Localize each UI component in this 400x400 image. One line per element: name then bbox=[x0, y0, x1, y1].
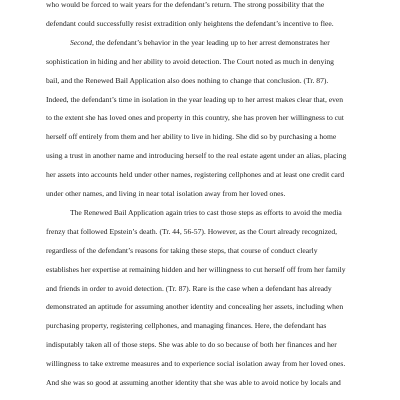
text-line-4: sophistication in hiding and her ability to avoid detection. The Court noted as much in denying bbox=[46, 56, 334, 66]
text-line-20: willingness to take extreme measures and to experience social isolation away from her loved ones. bbox=[46, 359, 346, 369]
text-line-18: purchasing property, registering cellphones, and managing finances. Here, the defendant has bbox=[46, 321, 327, 331]
text-line-6: Indeed, the defendant’s time in isolation in the year leading up to her arrest makes clear that, even bbox=[46, 94, 344, 104]
text-line-17: demonstrated an aptitude for assuming another identity and concealing her assets, including when bbox=[46, 302, 344, 312]
text-line-2: defendant could successfully resist extradition only heightens the defendant’s incentive to flee. bbox=[46, 18, 334, 28]
text-line-11: under other names, and living in near total isolation away from her loved ones. bbox=[46, 189, 286, 198]
text-line-12: The Renewed Bail Application again tries to cast those steps as efforts to avoid the media bbox=[70, 207, 342, 217]
paragraph-lead-second: Second bbox=[70, 37, 92, 47]
text-line-13: frenzy that followed Epstein’s death. (Tr. 44, 56-57). However, as the Court already recognized, bbox=[46, 226, 338, 236]
text-line-9: using a trust in another name and introducing herself to the real estate agent under an alias, placing bbox=[46, 151, 347, 161]
text-line-21: And she was so good at assuming another identity that she was able to avoid notice by locals and bbox=[46, 378, 341, 387]
text-line-19: indisputably taken all of those steps. She was able to do so because of both her finances and her bbox=[46, 340, 337, 350]
text-line-14: regardless of the defendant’s reasons for taking these steps, that course of conduct clearly bbox=[46, 245, 318, 255]
text-line-1: who would be forced to wait years for the defendant’s return. The strong possibility that the bbox=[46, 0, 325, 9]
text-line-16: and friends in order to avoid detection. (Tr. 87). Rare is the case when a defendant has already bbox=[46, 283, 332, 293]
text-line-8: herself off entirely from them and her ability to live in hiding. She did so by purchasing a home bbox=[46, 132, 337, 142]
text-line-15: establishes her expertise at remaining hidden and her willingness to cut herself off from her family bbox=[46, 264, 346, 274]
text-line-5: bail, and the Renewed Bail Application also does nothing to change that conclusion. (Tr. 87). bbox=[46, 75, 329, 85]
text-line-7: to the extent she has loved ones and property in this country, she has proven her willingness to cut bbox=[46, 113, 344, 123]
text-line-3 bbox=[70, 38, 330, 48]
text-line-3-rest: , the defendant’s behavior in the year leading up to her arrest demonstrates her bbox=[91, 37, 330, 47]
text-line-10: her assets into accounts held under other names, registering cellphones and at least one credit card bbox=[46, 170, 345, 180]
